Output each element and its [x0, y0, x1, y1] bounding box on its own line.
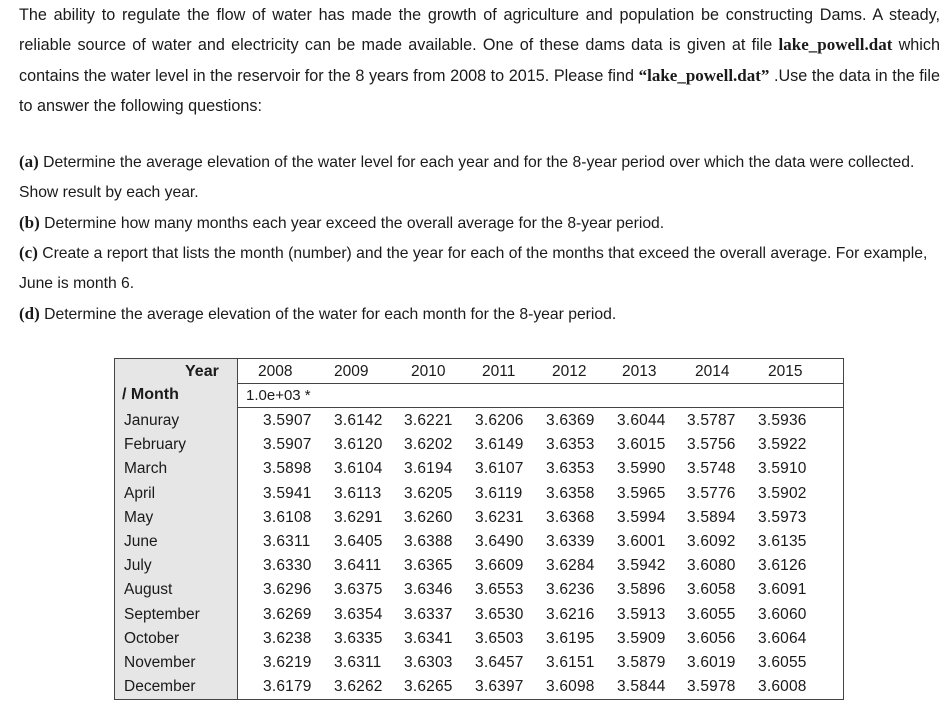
- elevation-value: 3.5907: [263, 412, 312, 429]
- table-row: [115, 627, 843, 651]
- elevation-value: 3.5898: [263, 460, 312, 478]
- elevation-value: 3.6001: [617, 533, 666, 550]
- elevation-value: 3.6368: [546, 508, 595, 526]
- elevation-value: 3.6490: [475, 533, 524, 550]
- table-row: [115, 651, 843, 675]
- table-row: [115, 578, 843, 602]
- elevation-value: 3.6265: [404, 678, 453, 696]
- year-column-header: 2011: [482, 363, 516, 380]
- elevation-value: 3.5973: [758, 508, 807, 526]
- elevation-value: 3.6411: [334, 557, 382, 575]
- elevation-value: 3.5776: [687, 484, 736, 502]
- elevation-value: 3.5909: [617, 629, 666, 647]
- elevation-value: 3.6311: [334, 654, 382, 671]
- elevation-value: 3.5748: [687, 460, 736, 478]
- elevation-value: 3.6358: [546, 484, 595, 502]
- question-label: (c): [19, 243, 38, 262]
- intro-text-2: which contains the water level in the reservoir for the 8 years from 2008 to 2015. Please find: [19, 36, 941, 85]
- elevation-value: 3.6369: [546, 412, 595, 429]
- elevation-value: 3.5894: [687, 508, 736, 526]
- elevation-value: 3.6151: [546, 654, 595, 671]
- elevation-value: 3.5942: [617, 557, 666, 575]
- month-name: May: [124, 508, 154, 526]
- elevation-value: 3.6091: [758, 581, 807, 599]
- elevation-value: 3.6019: [687, 654, 736, 671]
- elevation-value: 3.6530: [475, 605, 524, 623]
- elevation-value: 3.6284: [546, 557, 595, 575]
- elevation-value: 3.6337: [404, 605, 453, 623]
- table-row: [115, 675, 843, 699]
- elevation-value: 3.6202: [404, 436, 453, 454]
- elevation-value: 3.6291: [334, 508, 383, 526]
- intro-text-3: .Use the data in the file to answer the following questions:: [19, 66, 940, 115]
- elevation-value: 3.6238: [263, 629, 312, 647]
- elevation-value: 3.6553: [475, 581, 524, 599]
- elevation-value: 3.6457: [475, 654, 524, 671]
- elevation-value: 3.5978: [687, 678, 736, 696]
- elevation-value: 3.5910: [758, 460, 807, 478]
- elevation-value: 3.6303: [404, 654, 453, 671]
- intro-text-1: The ability to regulate the flow of water has made the growth of agriculture and population be constructing Dams. A steady, reliable source of water and electricity can be made available. One of these dams data is given at file: [19, 6, 940, 55]
- elevation-value: 3.5994: [617, 508, 666, 526]
- elevation-value: 3.6260: [404, 508, 453, 526]
- month-header: / Month: [122, 386, 179, 403]
- elevation-value: 3.6405: [334, 533, 383, 550]
- elevation-value: 3.6008: [758, 678, 807, 696]
- intro-paragraph: [19, 0, 940, 121]
- table-row: [115, 530, 843, 554]
- year-header: Year: [185, 363, 219, 380]
- elevation-value: 3.6346: [404, 581, 453, 599]
- elevation-value: 3.5787: [687, 412, 736, 429]
- month-name: February: [124, 436, 187, 454]
- year-column-header: 2015: [768, 363, 803, 380]
- elevation-value: 3.5907: [263, 436, 312, 454]
- elevation-value: 3.5936: [758, 412, 807, 429]
- year-column-header: 2009: [334, 363, 369, 380]
- elevation-value: 3.6231: [475, 508, 524, 526]
- month-name: November: [124, 654, 196, 671]
- elevation-value: 3.6179: [263, 678, 312, 696]
- elevation-value: 3.6609: [475, 557, 524, 575]
- month-name: December: [124, 678, 196, 696]
- elevation-value: 3.5913: [617, 605, 666, 623]
- month-name: April: [124, 484, 156, 502]
- elevation-value: 3.6135: [758, 533, 807, 550]
- elevation-value: 3.5896: [617, 581, 666, 599]
- elevation-value: 3.6269: [263, 605, 312, 623]
- elevation-value: 3.6353: [546, 460, 595, 478]
- elevation-value: 3.6339: [546, 533, 595, 550]
- question-text: Determine the average elevation of the water for each month for the 8-year period.: [39, 306, 617, 323]
- elevation-value: 3.5879: [617, 654, 666, 671]
- elevation-value: 3.6098: [546, 678, 595, 696]
- elevation-value: 3.6341: [404, 629, 453, 647]
- month-name: July: [124, 557, 152, 575]
- question-label: (d): [19, 304, 40, 323]
- elevation-value: 3.6015: [617, 436, 666, 454]
- elevation-value: 3.6353: [546, 436, 595, 454]
- elevation-value: 3.5756: [687, 436, 736, 454]
- elevation-value: 3.6056: [687, 629, 736, 647]
- elevation-value: 3.6044: [617, 412, 666, 429]
- elevation-value: 3.6064: [758, 629, 807, 647]
- table-row: [115, 554, 843, 578]
- question-b: [19, 208, 940, 239]
- elevation-value: 3.6055: [687, 605, 736, 623]
- elevation-value: 3.6335: [334, 629, 383, 647]
- table-row: [115, 506, 843, 530]
- elevation-value: 3.6119: [475, 484, 523, 502]
- question-c: [19, 238, 940, 300]
- file-name-2: “lake_powell.dat”: [638, 65, 770, 85]
- question-label: (a): [19, 152, 39, 171]
- elevation-value: 3.6058: [687, 581, 736, 599]
- elevation-value: 3.6216: [546, 605, 595, 623]
- elevation-value: 3.5844: [617, 678, 666, 696]
- elevation-value: 3.6120: [334, 436, 383, 454]
- year-column-header: 2008: [258, 363, 293, 380]
- elevation-value: 3.5902: [758, 484, 807, 502]
- elevation-value: 3.5922: [758, 436, 807, 454]
- header-divider: [237, 383, 843, 384]
- water-level-table: [114, 358, 844, 700]
- elevation-value: 3.6194: [404, 460, 453, 478]
- month-name: Januray: [124, 412, 180, 429]
- elevation-value: 3.6375: [334, 581, 383, 599]
- elevation-value: 3.6330: [263, 557, 312, 575]
- month-name: August: [124, 581, 173, 599]
- year-column-header: 2012: [552, 363, 587, 380]
- question-text: Determine how many months each year exceed the overall average for the 8-year period.: [39, 215, 665, 232]
- year-column-header: 2013: [622, 363, 657, 380]
- elevation-value: 3.6149: [475, 436, 524, 454]
- elevation-value: 3.6060: [758, 605, 807, 623]
- month-name: October: [124, 629, 180, 647]
- elevation-value: 3.6397: [475, 678, 524, 696]
- elevation-value: 3.6195: [546, 629, 595, 647]
- elevation-value: 3.6311: [263, 533, 311, 550]
- elevation-value: 3.6205: [404, 484, 453, 502]
- table-row: [115, 482, 843, 506]
- elevation-value: 3.6221: [404, 412, 453, 429]
- table-row: [115, 409, 843, 433]
- file-name-1: lake_powell.dat: [778, 35, 893, 55]
- elevation-value: 3.6236: [546, 581, 595, 599]
- elevation-value: 3.6113: [334, 484, 382, 502]
- elevation-value: 3.6219: [263, 654, 312, 671]
- question-text: Determine the average elevation of the water level for each year and for the 8-year period over which the data were collected. Show result by each year.: [19, 154, 915, 202]
- elevation-value: 3.6055: [758, 654, 807, 671]
- elevation-value: 3.6388: [404, 533, 453, 550]
- elevation-value: 3.6142: [334, 412, 383, 429]
- table-row: [115, 603, 843, 627]
- elevation-value: 3.6206: [475, 412, 524, 429]
- question-d: [19, 299, 940, 330]
- elevation-value: 3.6104: [334, 460, 383, 478]
- month-name: March: [124, 460, 168, 478]
- elevation-value: 3.6108: [263, 508, 312, 526]
- table-row: [115, 457, 843, 481]
- elevation-value: 3.5965: [617, 484, 666, 502]
- elevation-value: 3.6365: [404, 557, 453, 575]
- year-column-header: 2010: [411, 363, 446, 380]
- elevation-value: 3.5941: [263, 484, 312, 502]
- elevation-value: 3.5990: [617, 460, 666, 478]
- elevation-value: 3.6107: [475, 460, 524, 478]
- month-name: June: [124, 533, 158, 550]
- elevation-value: 3.6126: [758, 557, 807, 575]
- elevation-value: 3.6262: [334, 678, 383, 696]
- elevation-value: 3.6296: [263, 581, 312, 599]
- elevation-value: 3.6092: [687, 533, 736, 550]
- scale-note: 1.0e+03 *: [246, 387, 311, 404]
- header-divider: [237, 407, 843, 408]
- elevation-value: 3.6503: [475, 629, 524, 647]
- year-column-header: 2014: [695, 363, 730, 380]
- month-name: September: [124, 605, 200, 623]
- question-label: (b): [19, 213, 40, 232]
- table-row: [115, 433, 843, 457]
- elevation-value: 3.6354: [334, 605, 383, 623]
- question-a: [19, 147, 940, 209]
- question-text: Create a report that lists the month (number) and the year for each of the months that exceed the overall average. For example, June is month 6.: [19, 245, 928, 293]
- elevation-value: 3.6080: [687, 557, 736, 575]
